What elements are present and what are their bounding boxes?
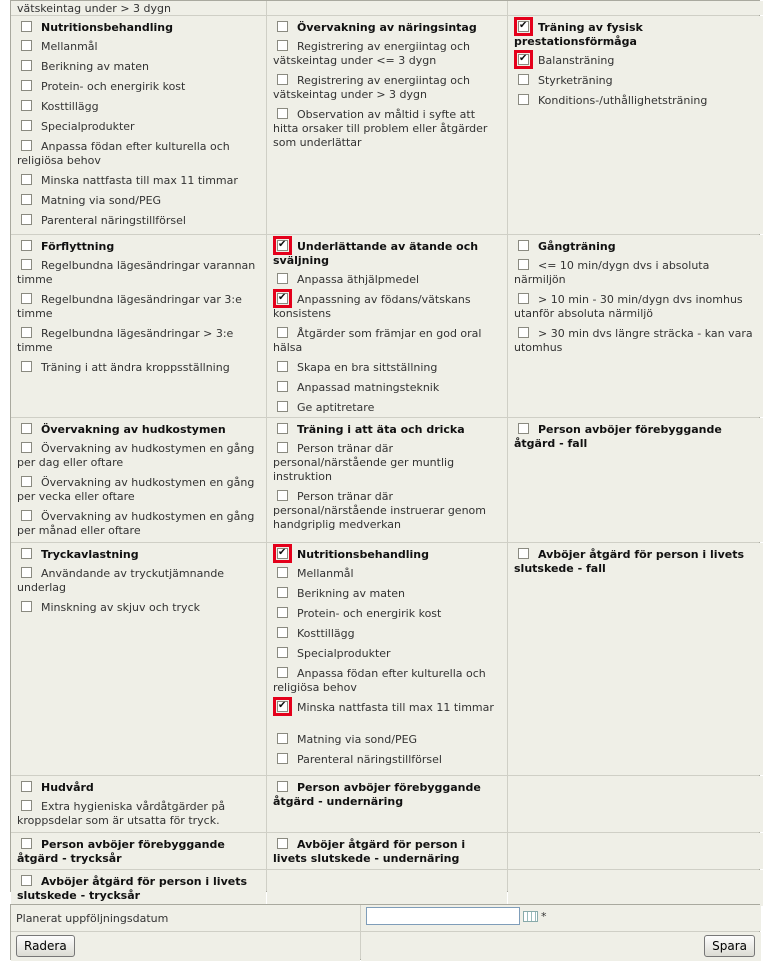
checkbox[interactable]: [277, 442, 288, 453]
option-label: Kosttillägg: [41, 100, 99, 113]
grid-cell: [267, 418, 507, 542]
option-label: Övervakning av hudkostymen en gång per vecka eller oftare: [17, 476, 255, 503]
option-label: Anpassning av födans/vätskans konsistens: [273, 293, 471, 320]
option-label: Minska nattfasta till max 11 timmar: [297, 701, 494, 714]
top-partial-cell: [267, 1, 507, 15]
option-label: Övervakning av hudkostymen en gång per månad eller oftare: [17, 510, 255, 537]
category-label: Person avböjer förebyggande åtgärd - undernäring: [273, 781, 481, 808]
checkbox[interactable]: [277, 423, 288, 434]
checkbox[interactable]: [21, 423, 32, 434]
option-label: Användande av tryckutjämnande underlag: [17, 567, 225, 594]
option-checkbox-row[interactable]: [514, 94, 757, 108]
category-checkbox-row[interactable]: [17, 548, 260, 562]
checkbox[interactable]: [21, 567, 32, 578]
option-checkbox-row[interactable]: [17, 60, 260, 74]
followup-footer: [10, 904, 760, 960]
option-label: Anpassad matningsteknik: [297, 381, 440, 394]
grid-cell: [508, 776, 763, 832]
checkbox[interactable]: [277, 21, 288, 32]
checkbox[interactable]: [277, 607, 288, 618]
category-checkbox-row[interactable]: [17, 781, 260, 795]
followup-date-input[interactable]: [366, 907, 520, 925]
save-button[interactable]: Spara: [704, 935, 755, 957]
checkbox[interactable]: [21, 361, 32, 372]
grid-cell: [11, 235, 266, 417]
checkbox[interactable]: [277, 838, 288, 849]
intervention-grid: [10, 0, 760, 902]
date-label-cell: [11, 905, 360, 931]
option-checkbox-row[interactable]: [273, 607, 501, 621]
option-checkbox-row[interactable]: [17, 140, 260, 168]
checkbox[interactable]: [518, 423, 529, 434]
checkbox[interactable]: [518, 240, 529, 251]
option-label: Övervakning av hudkostymen en gång per dag eller oftare: [17, 442, 255, 469]
option-label: Registrering av energiintag och vätskeintag under > 3 dygn: [273, 74, 471, 101]
checkbox[interactable]: [518, 94, 529, 105]
checkbox[interactable]: [277, 587, 288, 598]
option-checkbox-row[interactable]: [273, 587, 501, 601]
option-label: <= 10 min/dygn dvs i absoluta närmiljön: [514, 259, 710, 286]
grid-cell: [267, 235, 507, 417]
checked-checkbox[interactable]: [518, 54, 529, 65]
category-label: Avböjer åtgärd för person i livets slutskede - trycksår: [17, 875, 248, 902]
option-checkbox-row[interactable]: [17, 80, 260, 94]
option-checkbox-row[interactable]: [514, 74, 757, 88]
category-label: Tryckavlastning: [41, 548, 139, 561]
option-checkbox-row[interactable]: [17, 120, 260, 134]
grid-cell: [508, 16, 763, 234]
grid-cell: [11, 418, 266, 542]
checkbox[interactable]: [277, 647, 288, 658]
category-checkbox-row[interactable]: [273, 781, 501, 809]
option-checkbox-row[interactable]: [17, 100, 260, 114]
option-label: Regelbundna lägesändringar var 3:e timme: [17, 293, 242, 320]
option-label: Anpassa äthjälpmedel: [297, 273, 420, 286]
grid-cell: [508, 235, 763, 417]
checkbox[interactable]: [518, 74, 529, 85]
checked-checkbox[interactable]: [518, 21, 529, 32]
option-label: Skapa en bra sittställning: [297, 361, 438, 374]
category-label: Avböjer åtgärd för person i livets slutskede - undernäring: [273, 838, 466, 865]
category-checkbox-row[interactable]: [514, 21, 757, 49]
checkbox[interactable]: [277, 753, 288, 764]
category-checkbox-row[interactable]: [273, 548, 501, 562]
category-label: Person avböjer förebyggande åtgärd - trycksår: [17, 838, 225, 865]
date-input-cell: [361, 905, 761, 931]
category-label: Träning i att äta och dricka: [297, 423, 465, 436]
option-checkbox-row[interactable]: [273, 490, 501, 532]
required-marker: *: [541, 910, 547, 923]
checkbox[interactable]: [21, 21, 32, 32]
option-label: Protein- och energirik kost: [41, 80, 186, 93]
option-checkbox-row[interactable]: [273, 701, 501, 715]
checkbox[interactable]: [21, 548, 32, 559]
category-checkbox-row[interactable]: [514, 423, 757, 451]
option-label: Minska nattfasta till max 11 timmar: [41, 174, 238, 187]
checkbox[interactable]: [21, 80, 32, 91]
checkbox[interactable]: [277, 567, 288, 578]
checkbox[interactable]: [21, 510, 32, 521]
checkbox[interactable]: [21, 800, 32, 811]
checkbox[interactable]: [21, 214, 32, 225]
option-label: Berikning av maten: [297, 587, 405, 600]
category-label: Person avböjer förebyggande åtgärd - fall: [514, 423, 722, 450]
option-label: Parenteral näringstillförsel: [297, 753, 442, 766]
checkbox[interactable]: [277, 108, 288, 119]
option-checkbox-row[interactable]: [273, 733, 501, 747]
checkbox[interactable]: [21, 293, 32, 304]
option-label: > 10 min - 30 min/dygn dvs inomhus utanför absoluta närmiljö: [514, 293, 743, 320]
option-label: Anpassa födan efter kulturella och religiösa behov: [273, 667, 486, 694]
option-checkbox-row[interactable]: [17, 40, 260, 54]
option-label: Extra hygieniska vårdåtgärder på kroppsdelar som är utsatta för tryck.: [17, 800, 226, 827]
option-checkbox-row[interactable]: [273, 293, 501, 321]
option-label: Mellanmål: [41, 40, 98, 53]
checkbox[interactable]: [277, 781, 288, 792]
checkbox[interactable]: [277, 627, 288, 638]
option-checkbox-row[interactable]: [273, 40, 501, 68]
checkbox[interactable]: [21, 240, 32, 251]
category-checkbox-row[interactable]: [514, 548, 757, 576]
option-label: Protein- och energirik kost: [297, 607, 442, 620]
checked-checkbox[interactable]: [277, 548, 288, 559]
category-label: Nutritionsbehandling: [41, 21, 173, 34]
category-checkbox-row[interactable]: [273, 838, 501, 866]
checkbox[interactable]: [518, 327, 529, 338]
top-partial-cell: [508, 1, 763, 15]
delete-cell: [11, 932, 360, 961]
category-checkbox-row[interactable]: [273, 240, 501, 268]
checkbox[interactable]: [21, 601, 32, 612]
option-checkbox-row[interactable]: [17, 327, 260, 355]
grid-cell: [11, 870, 266, 906]
option-checkbox-row[interactable]: [273, 108, 501, 150]
top-partial-text: vätskeintag under > 3 dygn: [17, 2, 171, 15]
checkbox[interactable]: [277, 381, 288, 392]
option-label: Balansträning: [538, 54, 615, 67]
option-checkbox-row[interactable]: [17, 442, 260, 470]
option-checkbox-row[interactable]: [17, 476, 260, 504]
checkbox[interactable]: [21, 60, 32, 71]
category-label: Övervakning av hudkostymen: [41, 423, 226, 436]
option-checkbox-row[interactable]: [17, 194, 260, 208]
grid-cell: [267, 543, 507, 775]
checkbox[interactable]: [277, 273, 288, 284]
checked-checkbox[interactable]: [277, 293, 288, 304]
option-checkbox-row[interactable]: [17, 361, 260, 375]
checkbox[interactable]: [277, 667, 288, 678]
top-partial-cell: [11, 1, 266, 15]
grid-cell: [11, 16, 266, 234]
category-label: Övervakning av näringsintag: [297, 21, 477, 34]
option-label: Registrering av energiintag och vätskeintag under <= 3 dygn: [273, 40, 471, 67]
checkbox[interactable]: [277, 327, 288, 338]
checkbox[interactable]: [21, 100, 32, 111]
checkbox[interactable]: [277, 733, 288, 744]
grid-cell: [508, 833, 763, 869]
option-checkbox-row[interactable]: [273, 647, 501, 661]
category-checkbox-row[interactable]: [17, 423, 260, 437]
option-label: Berikning av maten: [41, 60, 149, 73]
checkbox[interactable]: [21, 838, 32, 849]
option-checkbox-row[interactable]: [273, 273, 501, 287]
grid-cell: [508, 418, 763, 542]
category-label: Hudvård: [41, 781, 94, 794]
option-checkbox-row[interactable]: [17, 214, 260, 228]
option-checkbox-row[interactable]: [17, 601, 260, 615]
option-checkbox-row[interactable]: [273, 327, 501, 355]
checkbox[interactable]: [21, 327, 32, 338]
category-checkbox-row[interactable]: [17, 240, 260, 254]
save-cell: [361, 932, 761, 961]
followup-date-label: Planerat uppföljningsdatum: [16, 912, 169, 925]
option-label: Konditions-/uthållighetsträning: [538, 94, 708, 107]
checkbox[interactable]: [518, 548, 529, 559]
checkbox[interactable]: [21, 259, 32, 270]
category-label: Avböjer åtgärd för person i livets slutskede - fall: [514, 548, 745, 575]
option-checkbox-row[interactable]: [17, 293, 260, 321]
category-checkbox-row[interactable]: [273, 423, 501, 437]
option-label: Observation av måltid i syfte att hitta orsaker till problem eller åtgärder som underlättar: [273, 108, 488, 149]
option-label: Matning via sond/PEG: [41, 194, 162, 207]
option-checkbox-row[interactable]: [514, 259, 757, 287]
checkbox[interactable]: [21, 120, 32, 131]
option-label: > 30 min dvs längre sträcka - kan vara utomhus: [514, 327, 753, 354]
checkbox[interactable]: [277, 74, 288, 85]
checkbox[interactable]: [21, 174, 32, 185]
option-label: Anpassa födan efter kulturella och religiösa behov: [17, 140, 230, 167]
checkbox[interactable]: [21, 194, 32, 205]
grid-cell: [11, 833, 266, 869]
option-label: Minskning av skjuv och tryck: [41, 601, 200, 614]
option-checkbox-row[interactable]: [17, 567, 260, 595]
option-label: Styrketräning: [538, 74, 613, 87]
option-checkbox-row[interactable]: [273, 361, 501, 375]
option-label: Träning i att ändra kroppsställning: [41, 361, 230, 374]
option-checkbox-row[interactable]: [514, 293, 757, 321]
category-checkbox-row[interactable]: [17, 21, 260, 35]
option-label: Kosttillägg: [297, 627, 355, 640]
option-checkbox-row[interactable]: [17, 259, 260, 287]
category-label: Gångträning: [538, 240, 616, 253]
option-checkbox-row[interactable]: [273, 401, 501, 415]
option-label: Åtgärder som främjar en god oral hälsa: [273, 327, 482, 354]
checkbox[interactable]: [277, 490, 288, 501]
grid-cell: [267, 776, 507, 832]
category-label: Underlättande av ätande och sväljning: [273, 240, 479, 267]
option-checkbox-row[interactable]: [273, 442, 501, 484]
option-checkbox-row[interactable]: [17, 510, 260, 538]
grid-cell: [508, 543, 763, 775]
category-label: Nutritionsbehandling: [297, 548, 429, 561]
option-checkbox-row[interactable]: [273, 627, 501, 641]
category-checkbox-row[interactable]: [514, 240, 757, 254]
option-checkbox-row[interactable]: [514, 54, 757, 68]
checkbox[interactable]: [518, 293, 529, 304]
category-checkbox-row[interactable]: [17, 838, 260, 866]
checkbox[interactable]: [277, 401, 288, 412]
option-label: Regelbundna lägesändringar > 3:e timme: [17, 327, 234, 354]
grid-cell: [267, 16, 507, 234]
checkbox[interactable]: [21, 140, 32, 151]
option-checkbox-row[interactable]: [273, 381, 501, 395]
grid-cell: [267, 833, 507, 869]
option-label: Mellanmål: [297, 567, 354, 580]
grid-cell: [11, 543, 266, 775]
calendar-icon[interactable]: [523, 911, 538, 922]
option-label: Regelbundna lägesändringar varannan timme: [17, 259, 256, 286]
category-checkbox-row[interactable]: [273, 21, 501, 35]
category-label: Förflyttning: [41, 240, 115, 253]
grid-cell: [11, 776, 266, 832]
option-label: Specialprodukter: [41, 120, 135, 133]
option-label: Ge aptitretare: [297, 401, 375, 414]
checkbox[interactable]: [21, 781, 32, 792]
category-checkbox-row[interactable]: [17, 875, 260, 903]
option-checkbox-row[interactable]: [273, 74, 501, 102]
option-checkbox-row[interactable]: [273, 753, 501, 767]
option-checkbox-row[interactable]: [17, 174, 260, 188]
option-label: Person tränar där personal/närstående instruerar genom handgriplig medverkan: [273, 490, 486, 531]
checkbox[interactable]: [518, 259, 529, 270]
checkbox[interactable]: [21, 476, 32, 487]
checkbox[interactable]: [277, 361, 288, 372]
option-label: Specialprodukter: [297, 647, 391, 660]
option-checkbox-row[interactable]: [273, 667, 501, 695]
option-label: Matning via sond/PEG: [297, 733, 418, 746]
option-label: Parenteral näringstillförsel: [41, 214, 186, 227]
option-checkbox-row[interactable]: [514, 327, 757, 355]
checked-checkbox[interactable]: [277, 701, 288, 712]
option-checkbox-row[interactable]: [17, 800, 260, 828]
checked-checkbox[interactable]: [277, 240, 288, 251]
checkbox[interactable]: [21, 40, 32, 51]
grid-cell: [267, 870, 507, 906]
checkbox[interactable]: [21, 875, 32, 886]
option-label: Person tränar där personal/närstående ger muntlig instruktion: [273, 442, 455, 483]
checkbox[interactable]: [277, 40, 288, 51]
grid-cell: [508, 870, 763, 906]
option-checkbox-row[interactable]: [273, 567, 501, 581]
category-label: Träning av fysisk prestationsförmåga: [514, 21, 643, 48]
delete-button[interactable]: Radera: [16, 935, 75, 957]
checkbox[interactable]: [21, 442, 32, 453]
